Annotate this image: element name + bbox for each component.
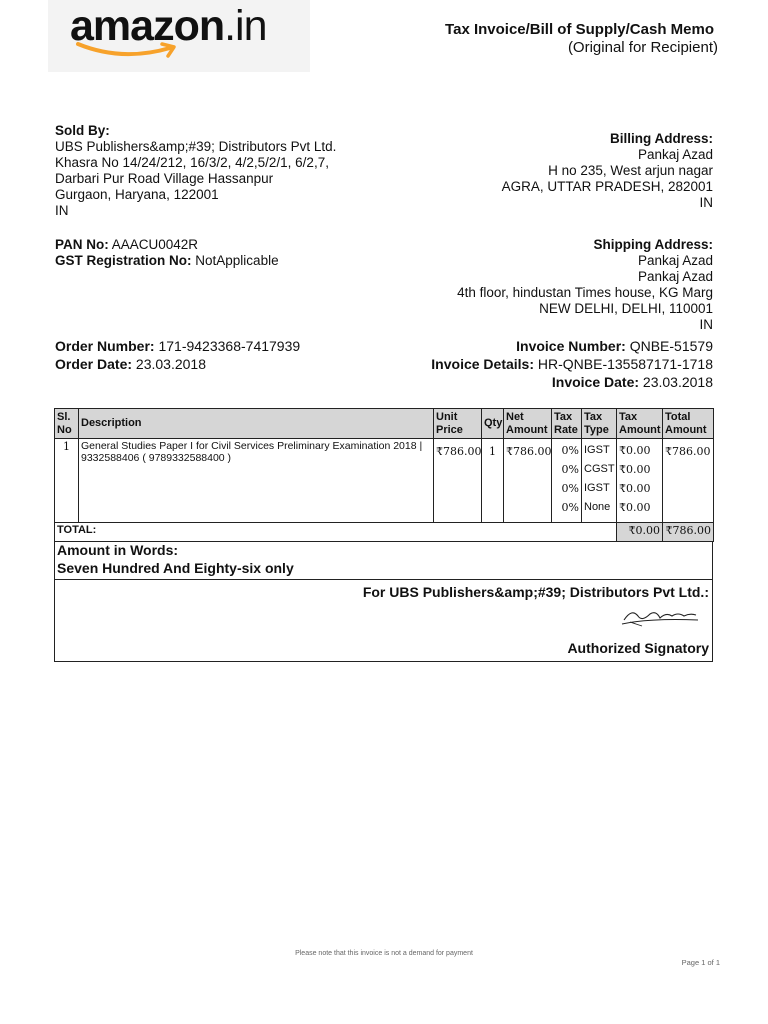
tax-type-cell — [582, 439, 617, 523]
total-label: TOTAL: — [55, 523, 617, 542]
gst-value: NotApplicable — [195, 253, 279, 268]
invoice-details: HR-QNBE-135587171-1718 — [537, 356, 713, 372]
shipping-line: NEW DELHI, DELHI, 110001 — [539, 301, 713, 316]
pan-label: PAN No: — [55, 237, 109, 252]
invoice-number: QNBE-51579 — [629, 338, 713, 354]
invoice-date: 23.03.2018 — [642, 374, 713, 390]
sl-no-cell: 1 — [55, 439, 79, 523]
shipping-label: Shipping Address: — [593, 237, 713, 252]
amazon-logo — [48, 0, 310, 72]
sold-by-line: Khasra No 14/24/212, 16/3/2, 4/2,5/2/1, 6/2,7, — [55, 155, 329, 170]
shipping-address-block — [457, 237, 713, 333]
invoice-number-label: Invoice Number: — [516, 338, 626, 354]
tax-amount-value: ₹0.00 — [619, 482, 651, 495]
billing-address-block — [502, 131, 713, 211]
tax-rate-value: 0% — [561, 501, 579, 514]
pan-value: AAACU0042R — [111, 237, 199, 252]
tax-ids-block — [55, 237, 279, 269]
column-header: Unit Price — [434, 409, 482, 439]
total-row — [55, 523, 714, 542]
invoice-details-label: Invoice Details: — [431, 356, 534, 372]
order-date-label: Order Date: — [55, 356, 133, 372]
tax-rate-value: 0% — [561, 482, 579, 495]
unit-price-cell: ₹786.00 — [434, 439, 482, 523]
logo-main: amazon — [70, 2, 225, 50]
column-header: Description — [79, 409, 434, 439]
signatory-company: For UBS Publishers&amp;#39; Distributors Pvt Ltd.: — [362, 584, 709, 600]
order-info-block — [55, 337, 300, 373]
tax-amount-value: ₹0.00 — [619, 444, 651, 457]
document-subtitle: (Original for Recipient) — [567, 39, 718, 56]
billing-line: IN — [699, 195, 713, 210]
sold-by-line: IN — [55, 203, 69, 218]
sold-by-line: UBS Publishers&amp;#39; Distributors Pvt Ltd. — [55, 139, 337, 154]
order-number: 171-9423368-7417939 — [158, 338, 301, 354]
shipping-line: IN — [699, 317, 713, 332]
grand-total-amount: ₹786.00 — [663, 523, 714, 542]
invoice-items-table — [54, 408, 714, 542]
shipping-line: Pankaj Azad — [637, 269, 713, 284]
tax-rate-value: 0% — [561, 444, 579, 457]
document-title: Tax Invoice/Bill of Supply/Cash Memo — [445, 21, 714, 38]
tax-amount-cell — [617, 439, 663, 523]
column-header: Qty — [482, 409, 504, 439]
invoice-date-label: Invoice Date: — [551, 374, 640, 390]
column-header: Tax Type — [582, 409, 617, 439]
total-tax-amount: ₹0.00 — [617, 523, 663, 542]
tax-type-value: IGST — [584, 444, 610, 456]
net-amount-cell: ₹786.00 — [504, 439, 552, 523]
order-number-label: Order Number: — [55, 338, 155, 354]
amazon-smile-icon — [74, 40, 184, 60]
logo-tld: .in — [224, 2, 267, 50]
invoice-info-block — [431, 337, 713, 391]
description-cell: General Studies Paper I for Civil Services Preliminary Examination 2018 | 9332588406 ( 9789332588400 ) — [79, 439, 434, 523]
tax-rate-value: 0% — [561, 463, 579, 476]
order-date: 23.03.2018 — [135, 356, 206, 372]
column-header: Sl. No — [55, 409, 79, 439]
billing-line: H no 235, West arjun nagar — [548, 163, 713, 178]
tax-type-value: IGST — [584, 482, 610, 494]
tax-amount-value: ₹0.00 — [619, 463, 651, 476]
tax-amount-value: ₹0.00 — [619, 501, 651, 514]
table-row — [55, 439, 714, 523]
tax-rate-cell — [552, 439, 582, 523]
sold-by-block — [55, 123, 336, 219]
column-header: Tax Amount — [617, 409, 663, 439]
sold-by-label: Sold By: — [55, 123, 110, 138]
column-header: Net Amount — [504, 409, 552, 439]
billing-line: Pankaj Azad — [637, 147, 713, 162]
amount-in-words-value: Seven Hundred And Eighty-six only — [57, 560, 294, 576]
sold-by-line: Darbari Pur Road Village Hassanpur — [55, 171, 274, 186]
column-header: Total Amount — [663, 409, 714, 439]
billing-label: Billing Address: — [609, 131, 713, 146]
signature-image — [620, 604, 700, 630]
qty-cell: 1 — [482, 439, 504, 523]
authorized-signatory-label: Authorized Signatory — [567, 640, 709, 656]
gst-label: GST Registration No: — [55, 253, 192, 268]
tax-type-value: CGST — [584, 463, 615, 475]
page-number: Page 1 of 1 — [681, 958, 720, 967]
sold-by-line: Gurgaon, Haryana, 122001 — [55, 187, 219, 202]
amount-in-words-box — [54, 541, 713, 580]
amount-in-words-label: Amount in Words: — [57, 542, 179, 558]
footer-note: Please note that this invoice is not a demand for payment — [295, 950, 473, 957]
shipping-line: Pankaj Azad — [637, 253, 713, 268]
signatory-box — [54, 579, 713, 662]
tax-type-value: None — [584, 501, 611, 513]
column-header: Tax Rate — [552, 409, 582, 439]
billing-line: AGRA, UTTAR PRADESH, 282001 — [501, 179, 713, 194]
shipping-line: 4th floor, hindustan Times house, KG Marg — [457, 285, 713, 300]
total-amount-cell: ₹786.00 — [663, 439, 714, 523]
table-header-row — [55, 409, 714, 439]
